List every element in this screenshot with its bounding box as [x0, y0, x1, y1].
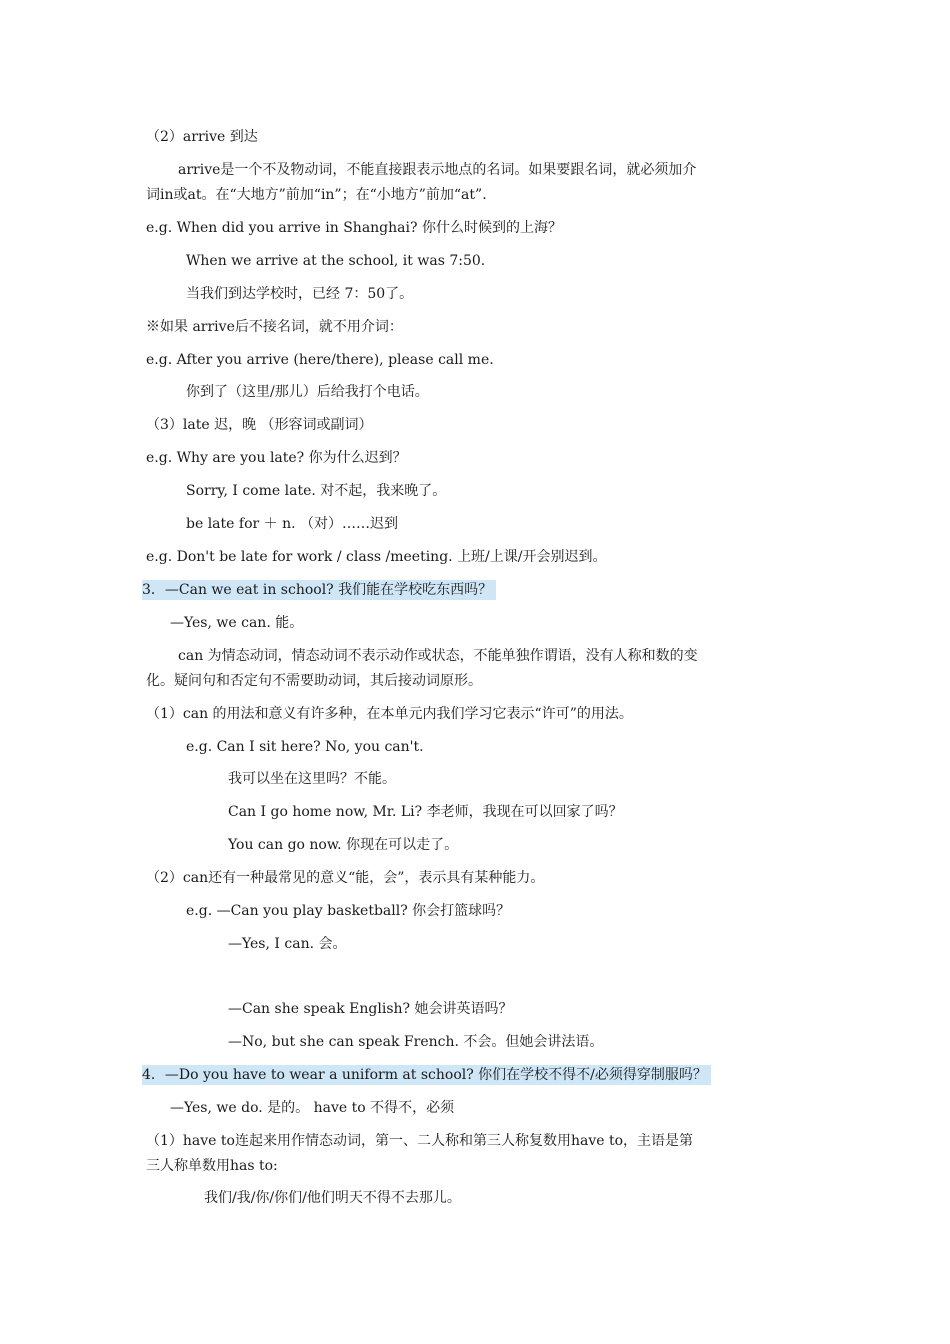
example-line: e.g. Why are you late? 你为什么迟到？ — [146, 450, 407, 466]
section-heading-can-2: （2）can还有一种最常见的意义“能，会”，表示具有某种能力。 — [146, 870, 545, 886]
phrase-line: be late for ＋ n. （对）……迟到 — [186, 516, 399, 532]
paragraph-line: can 为情态动词，情态动词不表示动作或状态，不能单独作谓语，没有人称和数的变 — [178, 648, 698, 664]
example-line: You can go now. 你现在可以走了。 — [228, 837, 459, 853]
example-line: Can I go home now, Mr. Li? 李老师，我现在可以回家了吗？ — [228, 804, 623, 820]
highlighted-heading-3: 3．—Can we eat in school? 我们能在学校吃东西吗？ — [142, 580, 496, 600]
paragraph-line: 三人称单数用has to: — [146, 1158, 278, 1174]
example-translation: 我们/我/你/你们/他们明天不得不去那儿。 — [204, 1190, 461, 1206]
section-heading-arrive: （2）arrive 到达 — [146, 129, 258, 145]
example-line: —No, but she can speak French. 不会。但她会讲法语。 — [228, 1034, 604, 1050]
example-line: e.g. Can I sit here? No, you can't. — [186, 739, 424, 755]
example-line: When we arrive at the school, it was 7:50. — [186, 253, 486, 269]
example-translation: 我可以坐在这里吗？不能。 — [228, 771, 396, 787]
highlighted-heading-4: 4．—Do you have to wear a uniform at school? 你们在学校不得不/必须得穿制服吗？ — [142, 1065, 711, 1085]
example-line: —Yes, I can. 会。 — [228, 936, 347, 952]
section-heading-have-to: （1）have to连起来用作情态动词，第一、二人称和第三人称复数用have to，主语是第 — [146, 1133, 694, 1149]
example-translation: 当我们到达学校时，已经 7：50了。 — [186, 286, 414, 302]
paragraph-line: 化。疑问句和否定句不需要助动词，其后接动词原形。 — [146, 673, 482, 689]
example-line: e.g. —Can you play basketball? 你会打篮球吗？ — [186, 903, 511, 919]
example-line: e.g. When did you arrive in Shanghai? 你什么时候到的上海？ — [146, 220, 562, 236]
answer-line: —Yes, we can. 能。 — [170, 615, 304, 631]
example-line: e.g. Don't be late for work / class /meeting. 上班/上课/开会别迟到。 — [146, 549, 607, 565]
paragraph-line: 词in或at。在“大地方”前加“in”；在“小地方”前加“at”. — [146, 187, 487, 203]
answer-line: —Yes, we do. 是的。 have to 不得不，必须 — [170, 1100, 455, 1116]
example-line: e.g. After you arrive (here/there), please call me. — [146, 352, 494, 368]
example-line: Sorry, I come late. 对不起，我来晚了。 — [186, 483, 447, 499]
example-line: —Can she speak English? 她会讲英语吗？ — [228, 1001, 513, 1017]
section-heading-can-1: （1）can 的用法和意义有许多种，在本单元内我们学习它表示“许可”的用法。 — [146, 706, 633, 722]
section-heading-late: （3）late 迟，晚 （形容词或副词） — [146, 417, 373, 433]
example-translation: 你到了（这里/那儿）后给我打个电话。 — [186, 384, 429, 400]
paragraph-line: arrive是一个不及物动词，不能直接跟表示地点的名词。如果要跟名词，就必须加介 — [178, 162, 697, 178]
note-line: ※如果 arrive后不接名词，就不用介词： — [146, 319, 403, 335]
